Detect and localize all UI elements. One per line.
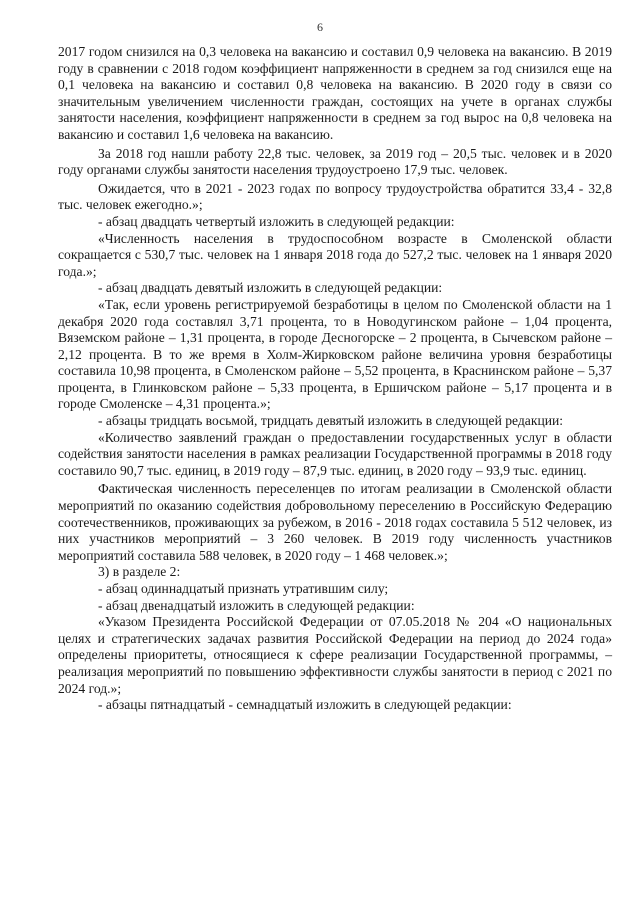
paragraph: - абзацы пятнадцатый - семнадцатый изложить в следующей редакции: (98, 697, 512, 713)
paragraph: «Так, если уровень регистрируемой безработицы в целом по Смоленской области на 1 декабря 2020 года составлял 3,71 процента, то в Новодугинском районе – 1,04 процента, Вяземском районе – 1,31 процента, в городе Десногорске – 2 процента, в Сычевском районе – 2,12 процента. В то же время в Холм-Жирковском районе величина уровня безработицы составила 10,98 процента, в Смоленском районе – 5,52 процента, в Краснинском районе – 5,37 процента, в Глинковском районе – 5,33 процента, в Ершичском районе – 5,17 процента и в городе Смоленске – 4,31 процента.»; (58, 296, 612, 412)
document-body (58, 44, 612, 714)
paragraph: 2017 годом снизился на 0,3 человека на вакансию и составил 0,9 человека на вакансию. В 2019 году в сравнении с 2018 годом коэффициент напряженности в среднем за год снизился еще на 0,1 человека на вакансию и составил 0,8 человека на вакансию. В 2020 году в связи со значительным увеличением численности граждан, состоящих на учете в органах службы занятости населения, коэффициент напряженности в среднем за год вырос на 0,8 человека на вакансию и составил 1,6 человека на вакансию. (58, 44, 612, 142)
paragraph: «Численность населения в трудоспособном возрасте в Смоленской области сокращается с 530,7 тыс. человек на 1 января 2018 года до 527,2 тыс. человек на 1 января 2020 года.»; (58, 230, 612, 279)
paragraph: - абзац двенадцатый изложить в следующей редакции: (98, 597, 415, 613)
paragraph: «Указом Президента Российской Федерации от 07.05.2018 № 204 «О национальных целях и стратегических задачах развития Российской Федерации на период до 2024 года» определены приоритеты, относящиеся к сфере реализации Государственной программы, – реализация мероприятий по повышению эффективности службы занятости в период с 2021 по 2024 год.»; (58, 614, 612, 696)
paragraph: - абзац двадцать четвертый изложить в следующей редакции: (98, 213, 455, 229)
paragraph: 3) в разделе 2: (98, 564, 181, 580)
paragraph: «Количество заявлений граждан о предоставлении государственных услуг в области содействия занятости населения в рамках реализации Государственной программы в 2018 году составило 90,7 тыс. единиц, в 2019 году – 87,9 тыс. единиц, в 2020 году – 93,9 тыс. единиц. (58, 429, 612, 478)
page-number: 6 (317, 20, 323, 34)
paragraph: За 2018 год нашли работу 22,8 тыс. человек, за 2019 год – 20,5 тыс. человек и в 2020 году органами службы занятости населения трудоустроено 17,9 тыс. человек. (58, 145, 612, 178)
paragraph: - абзацы тридцать восьмой, тридцать девятый изложить в следующей редакции: (98, 413, 564, 429)
paragraph: - абзац одиннадцатый признать утратившим силу; (98, 581, 389, 596)
paragraph: Ожидается, что в 2021 - 2023 годах по вопросу трудоустройства обратится 33,4 - 32,8 тыс. человек ежегодно.»; (58, 180, 612, 213)
paragraph: Фактическая численность переселенцев по итогам реализации в Смоленской области мероприятий по оказанию содействия добровольному переселению в Российскую Федерацию соотечественников, проживающих за рубежом, в 2016 - 2018 годах составила 5 512 человек, из них участников мероприятий – 3 260 человек. В 2019 году численность участников мероприятий составила 588 человек, в 2020 году – 1 468 человек.»; (58, 481, 612, 563)
paragraph: - абзац двадцать девятый изложить в следующей редакции: (98, 280, 443, 296)
